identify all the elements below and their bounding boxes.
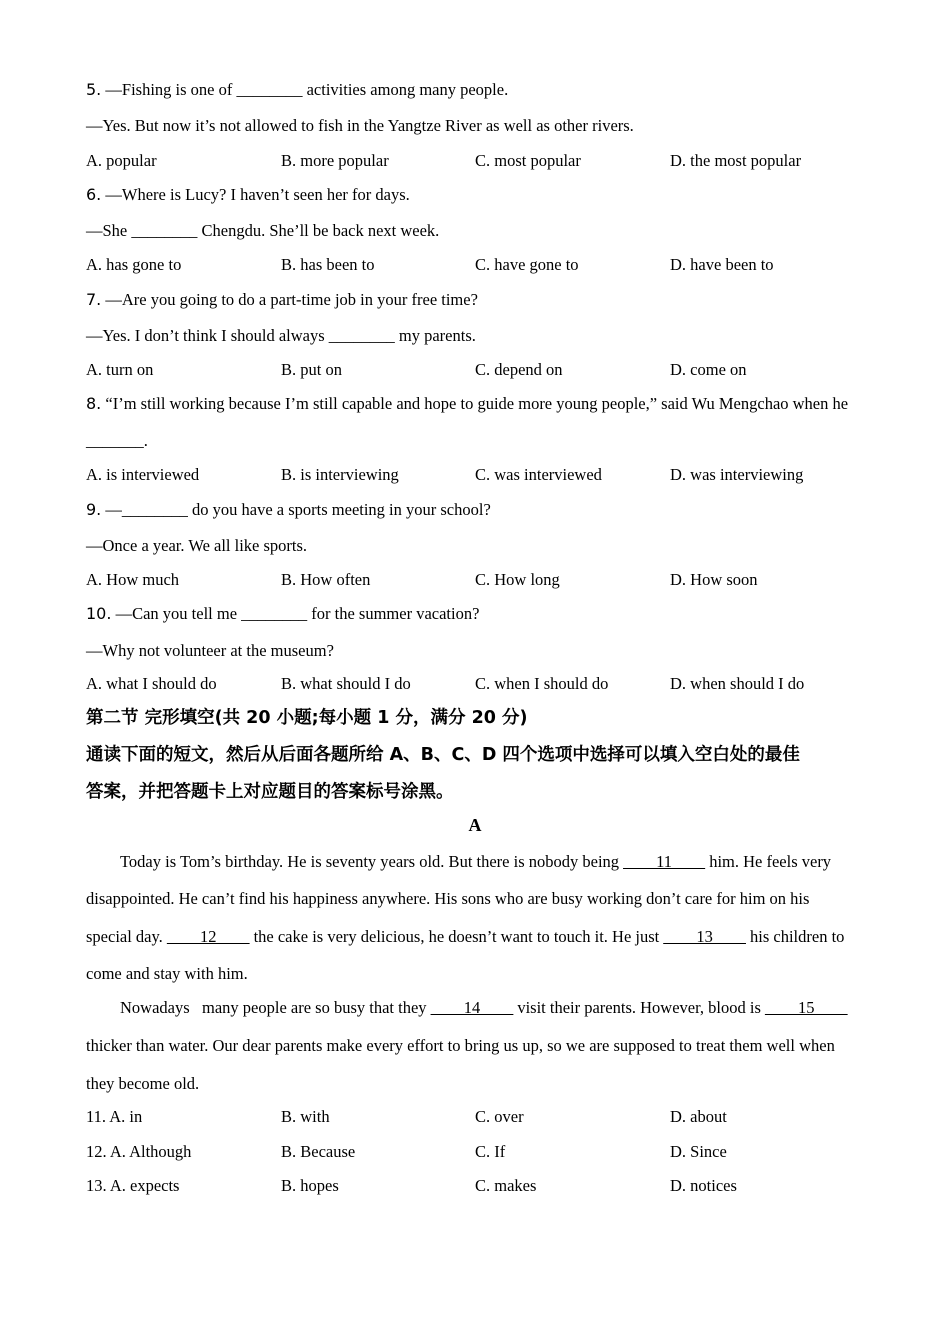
question-number: 5. xyxy=(86,80,102,99)
blank-13[interactable]: ____13____ xyxy=(663,927,746,946)
question-number: 8. xyxy=(86,394,102,413)
option-d[interactable]: D. when should I do xyxy=(670,674,805,693)
blank-11[interactable]: ____11____ xyxy=(623,852,706,871)
section-instruction-cont: 答案，并把答题卡上对应题目的答案标号涂黑。 xyxy=(86,782,454,802)
option-b[interactable]: B. what should I do xyxy=(281,674,411,693)
option-a[interactable]: A. what I should do xyxy=(86,674,217,693)
option-c[interactable]: C. most popular xyxy=(475,151,581,170)
option-d[interactable]: D. was interviewing xyxy=(670,465,804,484)
question-number: 10. xyxy=(86,604,112,623)
passage-line: disappointed. He can’t find his happiness anywhere. His sons who are busy working don’t care for him on his xyxy=(86,889,810,908)
question-8-line-2: _______. xyxy=(86,431,148,450)
option-c[interactable]: C. How long xyxy=(475,570,560,589)
passage-line: they become old. xyxy=(86,1074,200,1093)
option-d[interactable]: D. Since xyxy=(670,1142,727,1161)
passage-line: Today is Tom’s birthday. He is seventy years old. But there is nobody being ____11____ him. He feels very xyxy=(120,852,832,871)
question-number: 9. xyxy=(86,500,102,519)
question-7-line-2: —Yes. I don’t think I should always ________ my parents. xyxy=(86,326,476,345)
option-b[interactable]: B. put on xyxy=(281,360,342,379)
question-number: 6. xyxy=(86,185,102,204)
passage-line: come and stay with him. xyxy=(86,964,248,983)
option-d[interactable]: D. notices xyxy=(670,1176,737,1195)
question-5-line-1: 5. —Fishing is one of ________ activities among many people. xyxy=(86,80,509,99)
passage-line: special day. ____12____ the cake is very delicious, he doesn’t want to touch it. He just ____13____ his children to xyxy=(86,927,845,946)
option-b[interactable]: B. Because xyxy=(281,1142,356,1161)
option-c[interactable]: C. If xyxy=(475,1142,506,1161)
question-6-line-2: —She ________ Chengdu. She’ll be back next week. xyxy=(86,221,440,240)
option-c[interactable]: C. depend on xyxy=(475,360,563,379)
blank-12[interactable]: ____12____ xyxy=(166,927,250,946)
option-a[interactable]: 12. A. Although xyxy=(86,1142,192,1161)
option-d[interactable]: D. the most popular xyxy=(670,151,802,170)
passage-line: Nowadays many people are so busy that they ____14____ visit their parents. However, blood is ____15____ xyxy=(120,998,848,1017)
blank-14[interactable]: ____14____ xyxy=(430,998,514,1017)
option-a[interactable]: A. turn on xyxy=(86,360,154,379)
option-a[interactable]: 11. A. in xyxy=(86,1107,143,1126)
question-9-line-1: 9. —________ do you have a sports meeting in your school? xyxy=(86,500,491,519)
option-b[interactable]: B. has been to xyxy=(281,255,375,274)
option-b[interactable]: B. with xyxy=(281,1107,330,1126)
section-title: 第二节 完形填空(共 20 小题;每小题 1 分，满分 20 分) xyxy=(86,708,528,728)
option-a[interactable]: A. How much xyxy=(86,570,180,589)
option-a[interactable]: A. popular xyxy=(86,151,157,170)
question-6-line-1: 6. —Where is Lucy? I haven’t seen her for days. xyxy=(86,185,410,204)
option-a[interactable]: A. has gone to xyxy=(86,255,182,274)
option-d[interactable]: D. come on xyxy=(670,360,747,379)
option-c[interactable]: C. makes xyxy=(475,1176,537,1195)
question-5-line-2: —Yes. But now it’s not allowed to fish in the Yangtze River as well as other rivers. xyxy=(86,116,634,135)
option-d[interactable]: D. about xyxy=(670,1107,727,1126)
option-d[interactable]: D. How soon xyxy=(670,570,758,589)
option-a[interactable]: A. is interviewed xyxy=(86,465,200,484)
question-number: 7. xyxy=(86,290,102,309)
option-c[interactable]: C. have gone to xyxy=(475,255,579,274)
question-8-line-1: 8. “I’m still working because I’m still capable and hope to guide more young people,” said Wu Mengchao when he xyxy=(86,394,849,413)
passage-line: thicker than water. Our dear parents make every effort to bring us up, so we are supposed to treat them well when xyxy=(86,1036,835,1055)
option-c[interactable]: C. over xyxy=(475,1107,524,1126)
passage-title: A xyxy=(468,815,482,835)
option-a[interactable]: 13. A. expects xyxy=(86,1176,180,1195)
option-c[interactable]: C. was interviewed xyxy=(475,465,602,484)
blank-15[interactable]: ____15____ xyxy=(765,998,848,1017)
option-b[interactable]: B. is interviewing xyxy=(281,465,399,484)
question-7-line-1: 7. —Are you going to do a part-time job in your free time? xyxy=(86,290,478,309)
option-c[interactable]: C. when I should do xyxy=(475,674,609,693)
option-b[interactable]: B. How often xyxy=(281,570,371,589)
question-10-line-1: 10. —Can you tell me ________ for the summer vacation? xyxy=(86,604,480,623)
option-b[interactable]: B. more popular xyxy=(281,151,389,170)
section-instruction: 通读下面的短文，然后从后面各题所给 A、B、C、D 四个选项中选择可以填入空白处的最佳 xyxy=(86,745,800,765)
option-b[interactable]: B. hopes xyxy=(281,1176,339,1195)
option-d[interactable]: D. have been to xyxy=(670,255,774,274)
question-10-line-2: —Why not volunteer at the museum? xyxy=(86,641,334,660)
question-9-line-2: —Once a year. We all like sports. xyxy=(86,536,308,555)
